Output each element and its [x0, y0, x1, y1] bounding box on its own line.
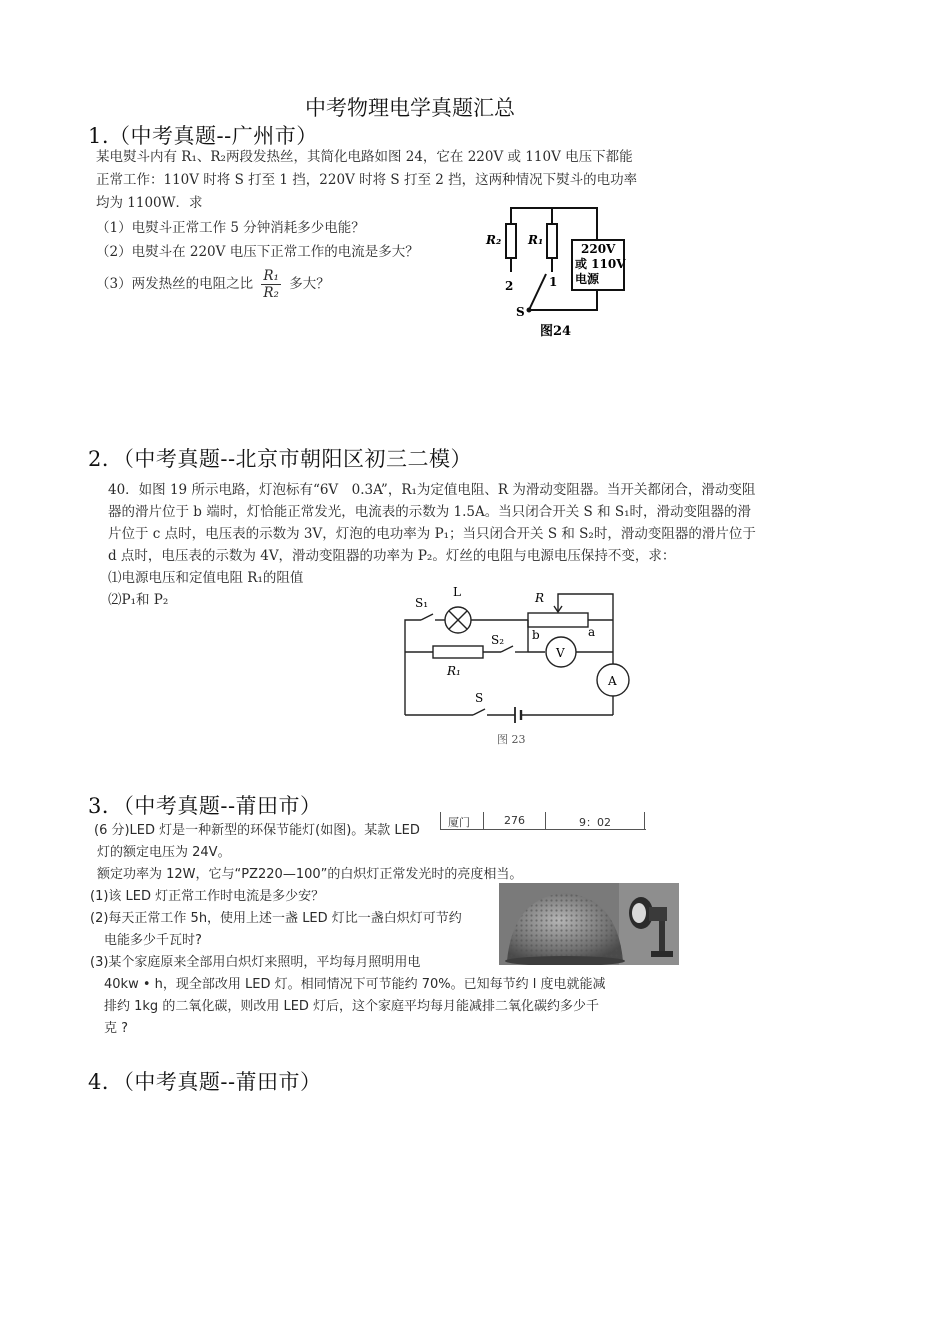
q3-line-6: 电能多少千瓦时? [104, 933, 202, 948]
circuit-figure-24 [480, 198, 630, 343]
resistance-ratio-fraction [261, 268, 281, 301]
fraction-numerator: R₁ [263, 268, 279, 284]
q3-line-5: (2)每天正常工作 5h，使用上述一盏 LED 灯比一盏白炽灯可节约 [90, 911, 462, 926]
fraction-denominator: R₂ [263, 285, 279, 301]
header-cell-city: 厦门 [448, 816, 470, 829]
q2-line-4: d 点时，电压表的示数为 4V，滑动变阻器的功率为 P₂。灯丝的电阻与电源电压保持不变，求： [108, 548, 676, 564]
page-title: 中考物理电学真题汇总 [305, 96, 515, 120]
q2-line-3: 片位于 c 点时，电压表的示数为 3V，灯泡的电功率为 P₁；当只闭合开关 S 和 S₂时，滑动变阻器的滑片位于 [108, 526, 756, 542]
q1-line-5: （2）电熨斗在 220V 电压下正常工作的电流是多大？ [96, 244, 419, 260]
fig23-switch-label: S [475, 691, 484, 705]
fig24-source-line-2: 或 110V [575, 257, 626, 271]
fig23-voltmeter-label: V [556, 646, 565, 660]
header-separator [644, 812, 645, 830]
fig23-caption: 图 23 [497, 733, 526, 746]
fig23-lamp-label: L [453, 585, 461, 599]
fig24-r2-label: R₂ [486, 233, 502, 247]
q3-line-8: 40kw • h，现全部改用 LED 灯。相同情况下可节能约 70%。已知每节约 l 度电就能减 [104, 977, 606, 992]
fig24-source-line-3: 电源 [575, 272, 600, 286]
header-separator [440, 812, 441, 830]
led-lamp-photo [499, 883, 679, 965]
q2-line-6: ⑵P₁和 P₂ [108, 592, 169, 608]
q3-line-7: (3)某个家庭原来全部用白炽灯来照明，平均每月照明用电 [90, 955, 421, 970]
fig24-switch-label: S [516, 305, 525, 319]
section-4-heading: 4．（中考真题--莆田市） [88, 1070, 322, 1094]
q3-line-2: 灯的额定电压为 24V。 [97, 845, 231, 860]
q1-line-1: 某电熨斗内有 R₁、R₂两段发热丝，其简化电路如图 24，它在 220V 或 110V 电压下都能 [96, 149, 633, 165]
q2-line-5: ⑴电源电压和定值电阻 R₁的阻值 [108, 570, 304, 586]
fig23-r1-label: R₁ [447, 664, 461, 678]
fig23-rheostat-label: R [535, 591, 545, 605]
q1-line-4: （1）电熨斗正常工作 5 分钟消耗多少电能？ [96, 220, 365, 236]
section-3-heading: 3．（中考真题--莆田市） [88, 794, 322, 818]
header-underline [440, 829, 646, 830]
q3-line-10: 克 ? [104, 1021, 129, 1036]
q1-ratio-suffix: 多大？ [289, 276, 330, 292]
q1-ratio-text: （3）两发热丝的电阻之比 [96, 276, 254, 292]
q3-line-4: (1)该 LED 灯正常工作时电流是多少安？ [90, 889, 325, 904]
fig24-caption: 图24 [540, 324, 572, 339]
fig23-terminal-b: b [532, 628, 540, 642]
fig24-r1-label: R₁ [528, 233, 544, 247]
q1-line-6 [96, 268, 330, 301]
q2-line-1: 40．如图 19 所示电路，灯泡标有“6V 0.3A”，R₁为定值电阻、R 为滑动变阻器。当开关都闭合，滑动变阻 [108, 482, 756, 498]
fig23-terminal-a: a [588, 625, 596, 639]
header-separator [483, 812, 484, 830]
q1-line-2: 正常工作：110V 时将 S 打至 1 挡，220V 时将 S 打至 2 挡，这两种情况下熨斗的电功率 [96, 172, 638, 188]
fig24-position-2: 2 [505, 279, 514, 293]
fig23-s1-label: S₁ [415, 596, 429, 610]
q3-line-1: (6 分)LED 灯是一种新型的环保节能灯(如图)。某款 LED [94, 823, 420, 838]
section-2-heading: 2．（中考真题--北京市朝阳区初三二模） [88, 447, 473, 471]
fig23-s2-label: S₂ [491, 633, 505, 647]
q2-line-2: 器的滑片位于 b 端时，灯恰能正常发光，电流表的示数为 1.5A。当只闭合开关 S 和 S₁时，滑动变阻器的滑 [108, 504, 752, 520]
q3-line-9: 排约 1kg 的二氧化碳，则改用 LED 灯后，这个家庭平均每月能减排二氧化碳约多少千 [104, 999, 600, 1014]
q3-line-3: 额定功率为 12W，它与“PZ220—100”的白炽灯正常发光时的亮度相当。 [97, 867, 523, 882]
header-cell-time: 9：02 [579, 816, 611, 829]
fig24-source-line-1: 220V [581, 242, 616, 256]
header-separator [545, 812, 546, 830]
fig23-ammeter-label: A [608, 674, 617, 688]
header-cell-number: 276 [504, 814, 525, 827]
circuit-figure-23 [395, 580, 645, 750]
scan-header-row [440, 812, 646, 830]
q1-line-3: 均为 1100W．求 [96, 195, 203, 211]
fig24-position-1: 1 [549, 275, 558, 289]
section-1-heading: 1.（中考真题--广州市） [88, 124, 318, 148]
